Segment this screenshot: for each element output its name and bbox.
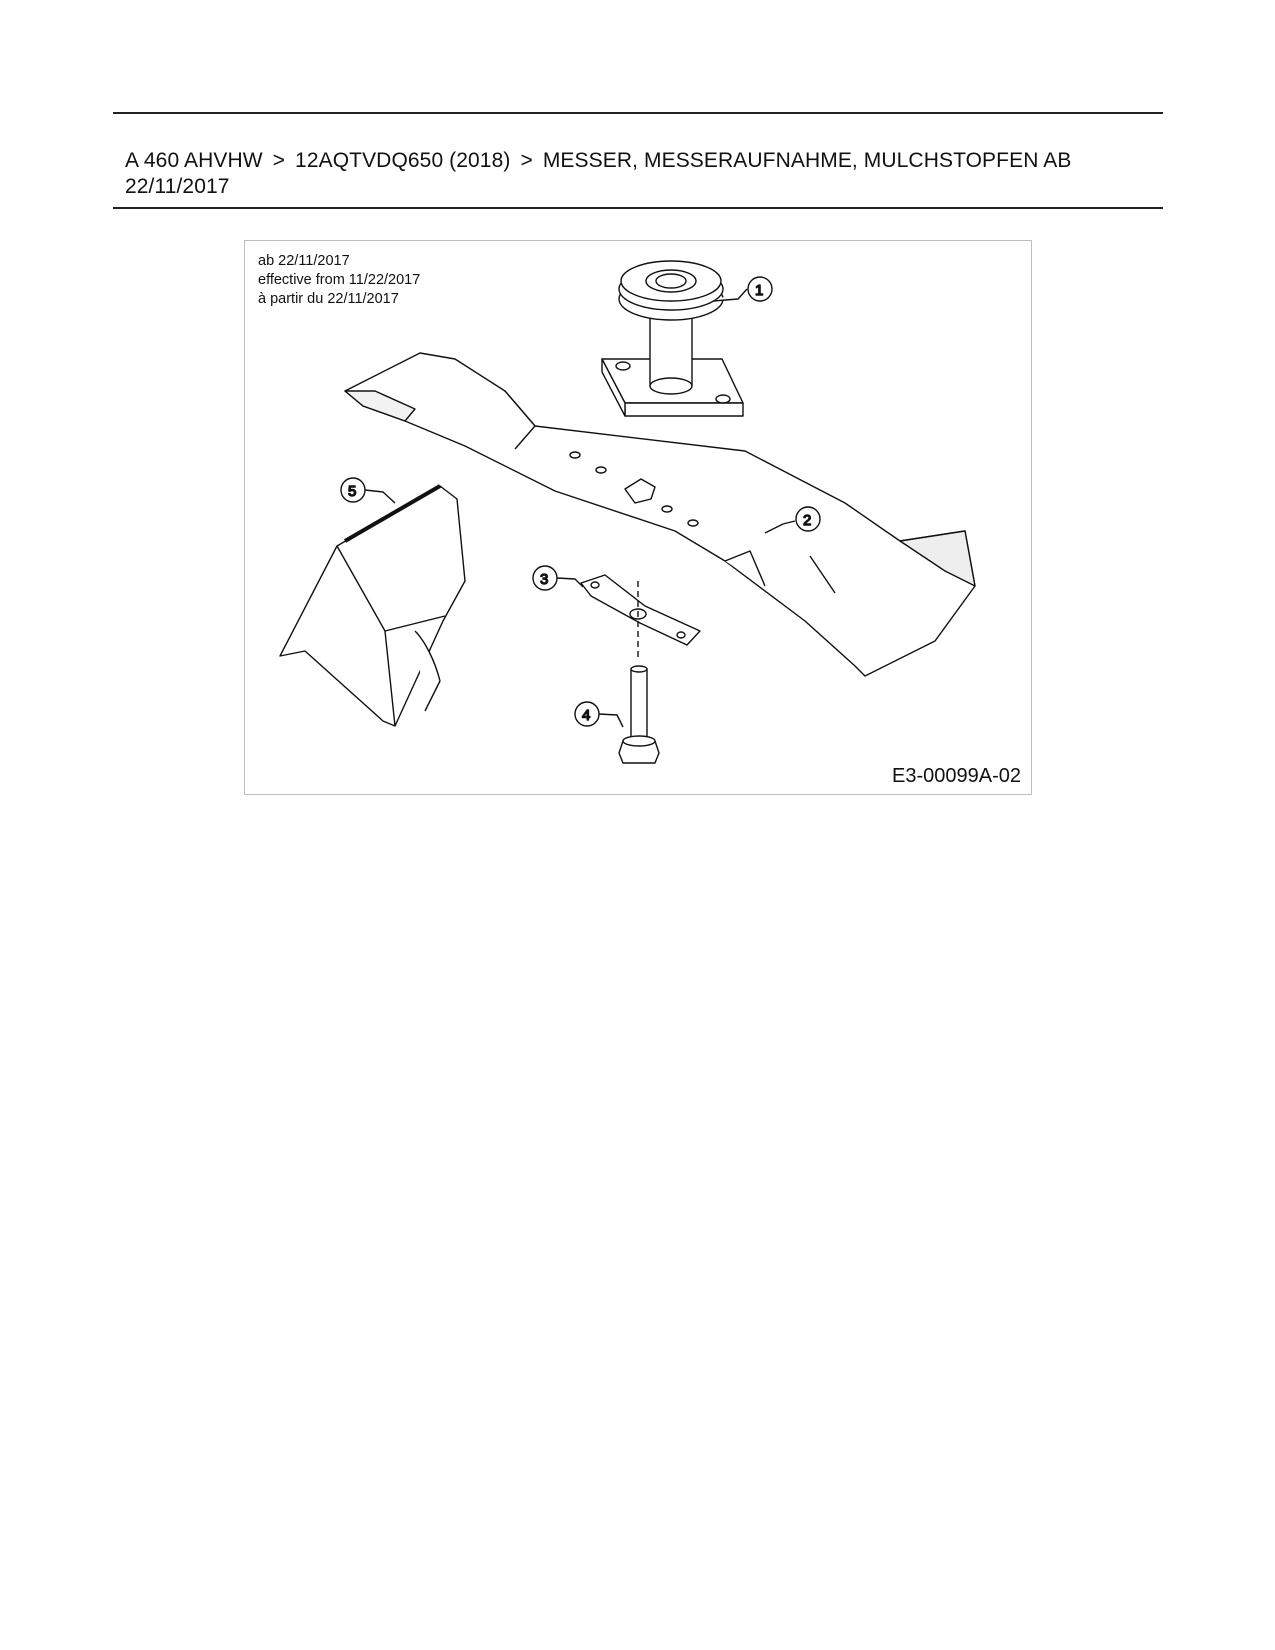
callout-3[interactable] [533, 566, 583, 590]
mulch-plug-icon [280, 486, 465, 726]
breadcrumb [125, 148, 1155, 200]
callout-number: 4 [582, 707, 591, 724]
breadcrumb-separator: > [272, 149, 286, 172]
callout-number: 3 [540, 571, 549, 588]
callout-5[interactable] [341, 478, 395, 503]
top-rule [113, 112, 1163, 114]
parts-drawing [245, 241, 1033, 796]
callout-number: 5 [348, 483, 357, 500]
breadcrumb-section: MESSER, MESSERAUFNAHME, MULCHSTOPFEN AB 22/11/2017 [125, 149, 1072, 198]
note-line-fr: à partir du 22/11/2017 [258, 291, 399, 307]
blade-adapter-pulley-icon [602, 261, 743, 416]
hex-bolt-icon [619, 666, 659, 763]
breadcrumb-separator: > [520, 149, 533, 172]
note-line-de: ab 22/11/2017 [258, 253, 350, 269]
callout-number: 2 [803, 512, 812, 529]
breadcrumb-model[interactable]: A 460 AHVHW [125, 149, 263, 172]
drawing-code: E3-00099A-02 [892, 765, 1021, 787]
note-line-en: effective from 11/22/2017 [258, 272, 421, 288]
effective-date-notes [258, 252, 420, 309]
parts-diagram [244, 240, 1032, 795]
breadcrumb-product[interactable]: 12AQTVDQ650 (2018) [295, 149, 511, 172]
callout-4[interactable] [575, 702, 623, 727]
blade-retainer-plate-icon [581, 575, 700, 661]
bottom-rule [113, 207, 1163, 209]
callout-number: 1 [755, 282, 764, 299]
